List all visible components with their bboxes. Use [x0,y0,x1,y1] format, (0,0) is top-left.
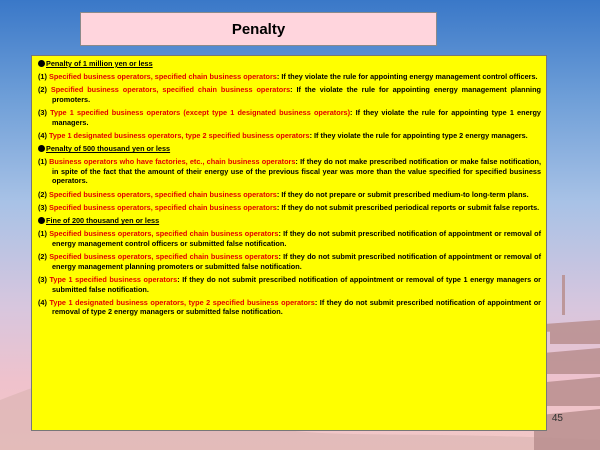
sections-container [38,59,541,317]
item-number: (3) [38,203,47,213]
page-number: 45 [551,413,563,424]
penalty-item: (1) Specified business operators, specified chain business operators: If they do not submit prescribed notification of appointment or removal of energy management control officers or submitted false notification. [38,229,541,248]
section-heading [38,59,541,68]
penalty-item: (1) Specified business operators, specified chain business operators: If they violate the rule for appointing energy management control officers. [38,72,538,81]
item-number: (4) [38,131,47,141]
section-heading [38,144,541,153]
item-subject: Specified business operators, specified chain business operators [48,203,277,213]
item-subject: Type 1 designated business operators, type 2 specified business operators [49,297,315,307]
section-heading-text: Penalty of 500 thousand yen or less [46,144,171,154]
item-text: If they violate the rule for appointing type 1 energy managers. [52,108,541,127]
item-number: (1) [38,157,47,167]
item-text: If they violate the rule for appointing type 2 energy managers. [314,131,528,141]
penalty-item: (2) Specified business operators, specified chain business operators: If they do not prepare or submit prescribed medium-to long-term plans. [38,189,529,199]
penalty-item: (4) Type 1 designated business operators, type 2 specified business operators: If they do not submit prescribed notification of appointment or removal of type 2 energy managers or submitted false notification. [38,297,541,317]
item-text: If they do not make prescribed notification or make false notification, in spite of the fact that the amount of their energy use of the previous fiscal year was more than the value specified for specified business operators. [52,157,541,186]
item-subject: Specified business operators, specified chain business operators [49,252,279,262]
penalty-item: (4) Type 1 designated business operators, type 2 specified business operators: If they violate the rule for appointing type 2 energy managers. [38,131,528,141]
item-text: If the violate the rule for appointing energy management planning promoters. [52,85,542,104]
item-subject: Specified business operators, specified chain business operators [49,229,279,239]
section-heading-text: Penalty of 1 million yen or less [46,59,153,68]
penalty-item: (3) Specified business operators, specified chain business operators: If they do not submit prescribed periodical reports or submit false reports. [38,203,540,213]
item-number: (2) [38,85,47,95]
item-text: If they do not submit prescribed periodical reports or submit false reports. [281,203,540,213]
bullet-icon [38,217,45,224]
item-number: (3) [38,108,47,118]
item-number: (1) [38,229,47,239]
section-heading [38,216,541,225]
penalty-content [31,55,547,431]
section-heading-text: Fine of 200 thousand yen or less [46,216,160,226]
item-subject: Business operators who have factories, etc., chain business operators [49,157,296,167]
page-title: Penalty [231,20,286,38]
penalty-item: (1) Business operators who have factories, etc., chain business operators: If they do not make prescribed notification or make false notification, in spite of the fact that the amount of their energy use of the previous fiscal year was more than the value specified for specified business operators. [38,157,541,186]
penalty-item: (2) Specified business operators, specified chain business operators: If the violate the rule for appointing energy management planning promoters. [38,85,542,104]
item-subject: Specified business operators, specified chain business operators [50,85,291,95]
item-subject: Specified business operators, specified chain business operators [48,189,277,199]
item-text: If they do not prepare or submit prescribed medium-to long-term plans. [281,189,529,199]
penalty-item: (2) Specified business operators, specified chain business operators: If they do not submit prescribed notification of appointment or removal of energy management planning promoters or submitted false notification. [38,252,541,271]
item-text: If they do not submit prescribed notification of appointment or removal of type 2 energy managers or submitted false notification. [52,297,541,317]
item-number: (2) [38,189,47,199]
title-box [80,12,437,46]
item-subject: Type 1 specified business operators (except type 1 designated business operators) [50,108,351,118]
penalty-item: (3) Type 1 specified business operators: If they do not submit prescribed notification of appointment or removal of type 1 energy managers or submitted false notification. [38,275,541,294]
item-number: (3) [38,275,47,285]
item-subject: Specified business operators, specified chain business operators [48,72,277,81]
item-text: If they violate the rule for appointing energy management control officers. [281,72,538,81]
item-number: (4) [38,297,47,307]
item-subject: Type 1 designated business operators, type 2 specified business operators [48,131,310,141]
penalty-item: (3) Type 1 specified business operators (except type 1 designated business operators): If they violate the rule for appointing type 1 energy managers. [38,108,541,127]
item-number: (1) [38,72,47,81]
item-text: If they do not submit prescribed notification of appointment or removal of type 1 energy managers or submitted false notification. [52,275,541,294]
bullet-icon [38,145,45,152]
item-text: If they do not submit prescribed notification of appointment or removal of energy management control officers or submitted false notification. [52,229,541,248]
item-text: If they do not submit prescribed notification of appointment or removal of energy management planning promoters or submitted false notification. [52,252,541,271]
item-number: (2) [38,252,47,262]
bullet-icon [38,60,45,67]
item-subject: Type 1 specified business operators [49,275,178,285]
